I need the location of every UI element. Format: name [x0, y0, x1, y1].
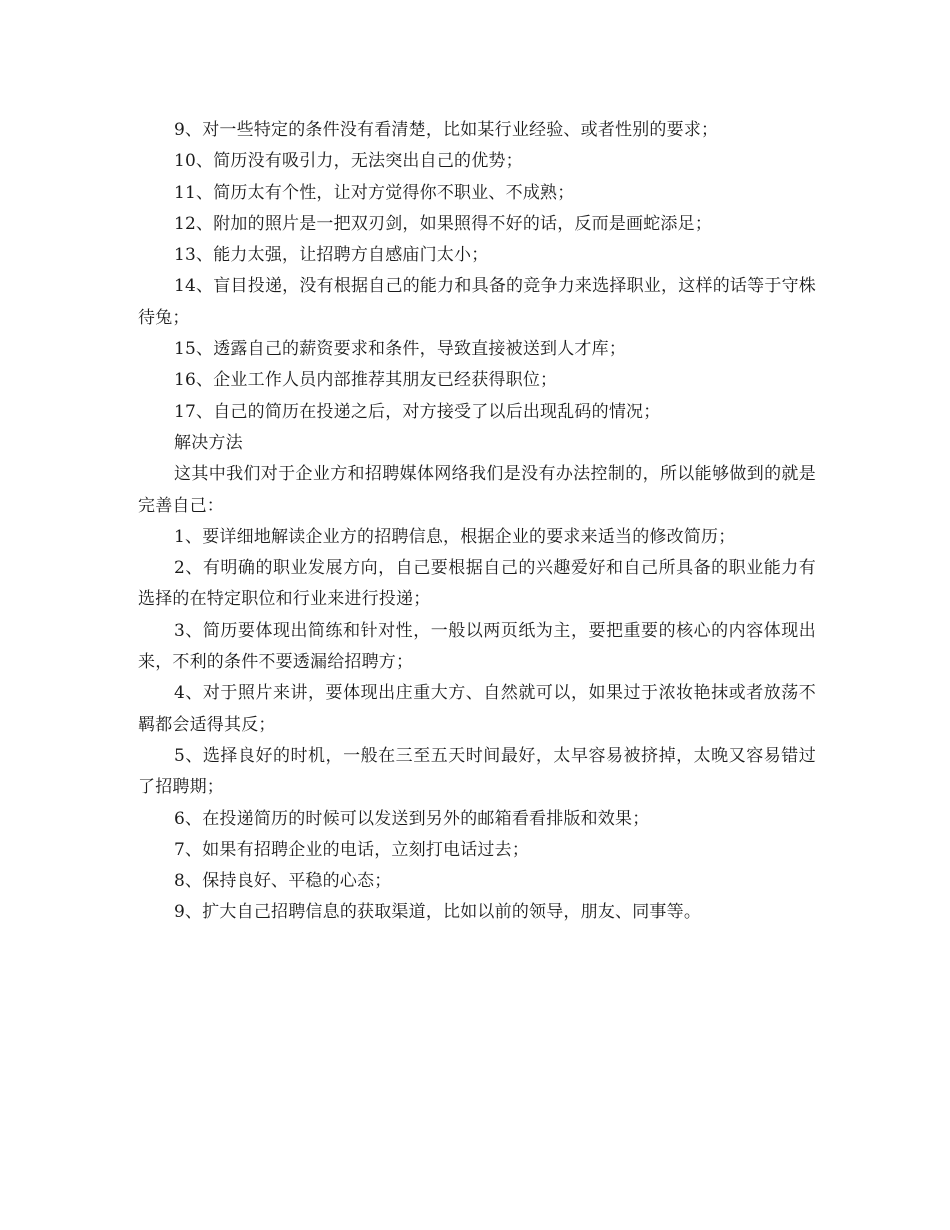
paragraph: 9、扩大自己招聘信息的获取渠道，比如以前的领导，朋友、同事等。 — [174, 902, 702, 923]
section-heading: 解决方法 — [174, 432, 243, 453]
paragraph: 9、对一些特定的条件没有看清楚，比如某行业经验、或者性别的要求； — [174, 120, 719, 140]
paragraph: 3、简历要体现出简练和针对性，一般以两页纸为主，要把重要的核心的内容体现出来，不利的条件不要透漏给招聘方； — [138, 620, 816, 673]
paragraph: 14、盲目投递，没有根据自己的能力和具备的竞争力来选择职业，这样的话等于守株待兔； — [138, 276, 816, 328]
paragraph: 15、透露自己的薪资要求和条件，导致直接被送到人才库； — [174, 339, 627, 360]
paragraph: 10、简历没有吸引力，无法突出自己的优势； — [174, 151, 523, 172]
paragraph: 11、简历太有个性，让对方觉得你不职业、不成熟； — [174, 182, 575, 203]
paragraph: 6、在投递简历的时候可以发送到另外的邮箱看看排版和效果； — [174, 808, 650, 829]
paragraph: 16、企业工作人员内部推荐其朋友已经获得职位； — [174, 370, 558, 391]
paragraph: 5、选择良好的时机，一般在三至五天时间最好，太早容易被挤掉，太晚又容易错过了招聘期； — [138, 745, 816, 798]
paragraph: 12、附加的照片是一把双刃剑，如果照得不好的话，反而是画蛇添足； — [174, 213, 713, 234]
paragraph: 2、有明确的职业发展方向，自己要根据自己的兴趣爱好和自己所具备的职业能力有选择的在特定职位和行业来进行投递； — [138, 558, 816, 610]
paragraph: 17、自己的简历在投递之后，对方接受了以后出现乱码的情况； — [174, 401, 661, 422]
paragraph: 4、对于照片来讲，要体现出庄重大方、自然就可以，如果过于浓妆艳抹或者放荡不羁都会适得其反； — [138, 683, 816, 735]
paragraph: 1、要详细地解读企业方的招聘信息，根据企业的要求来适当的修改简历； — [174, 526, 736, 547]
document-body — [138, 115, 816, 929]
paragraph: 8、保持良好、平稳的心态； — [174, 871, 392, 892]
paragraph: 这其中我们对于企业方和招聘媒体网络我们是没有办法控制的，所以能够做到的就是完善自己： — [138, 464, 816, 516]
paragraph: 7、如果有招聘企业的电话，立刻打电话过去； — [174, 839, 530, 860]
paragraph: 13、能力太强，让招聘方自感庙门太小； — [174, 245, 489, 266]
